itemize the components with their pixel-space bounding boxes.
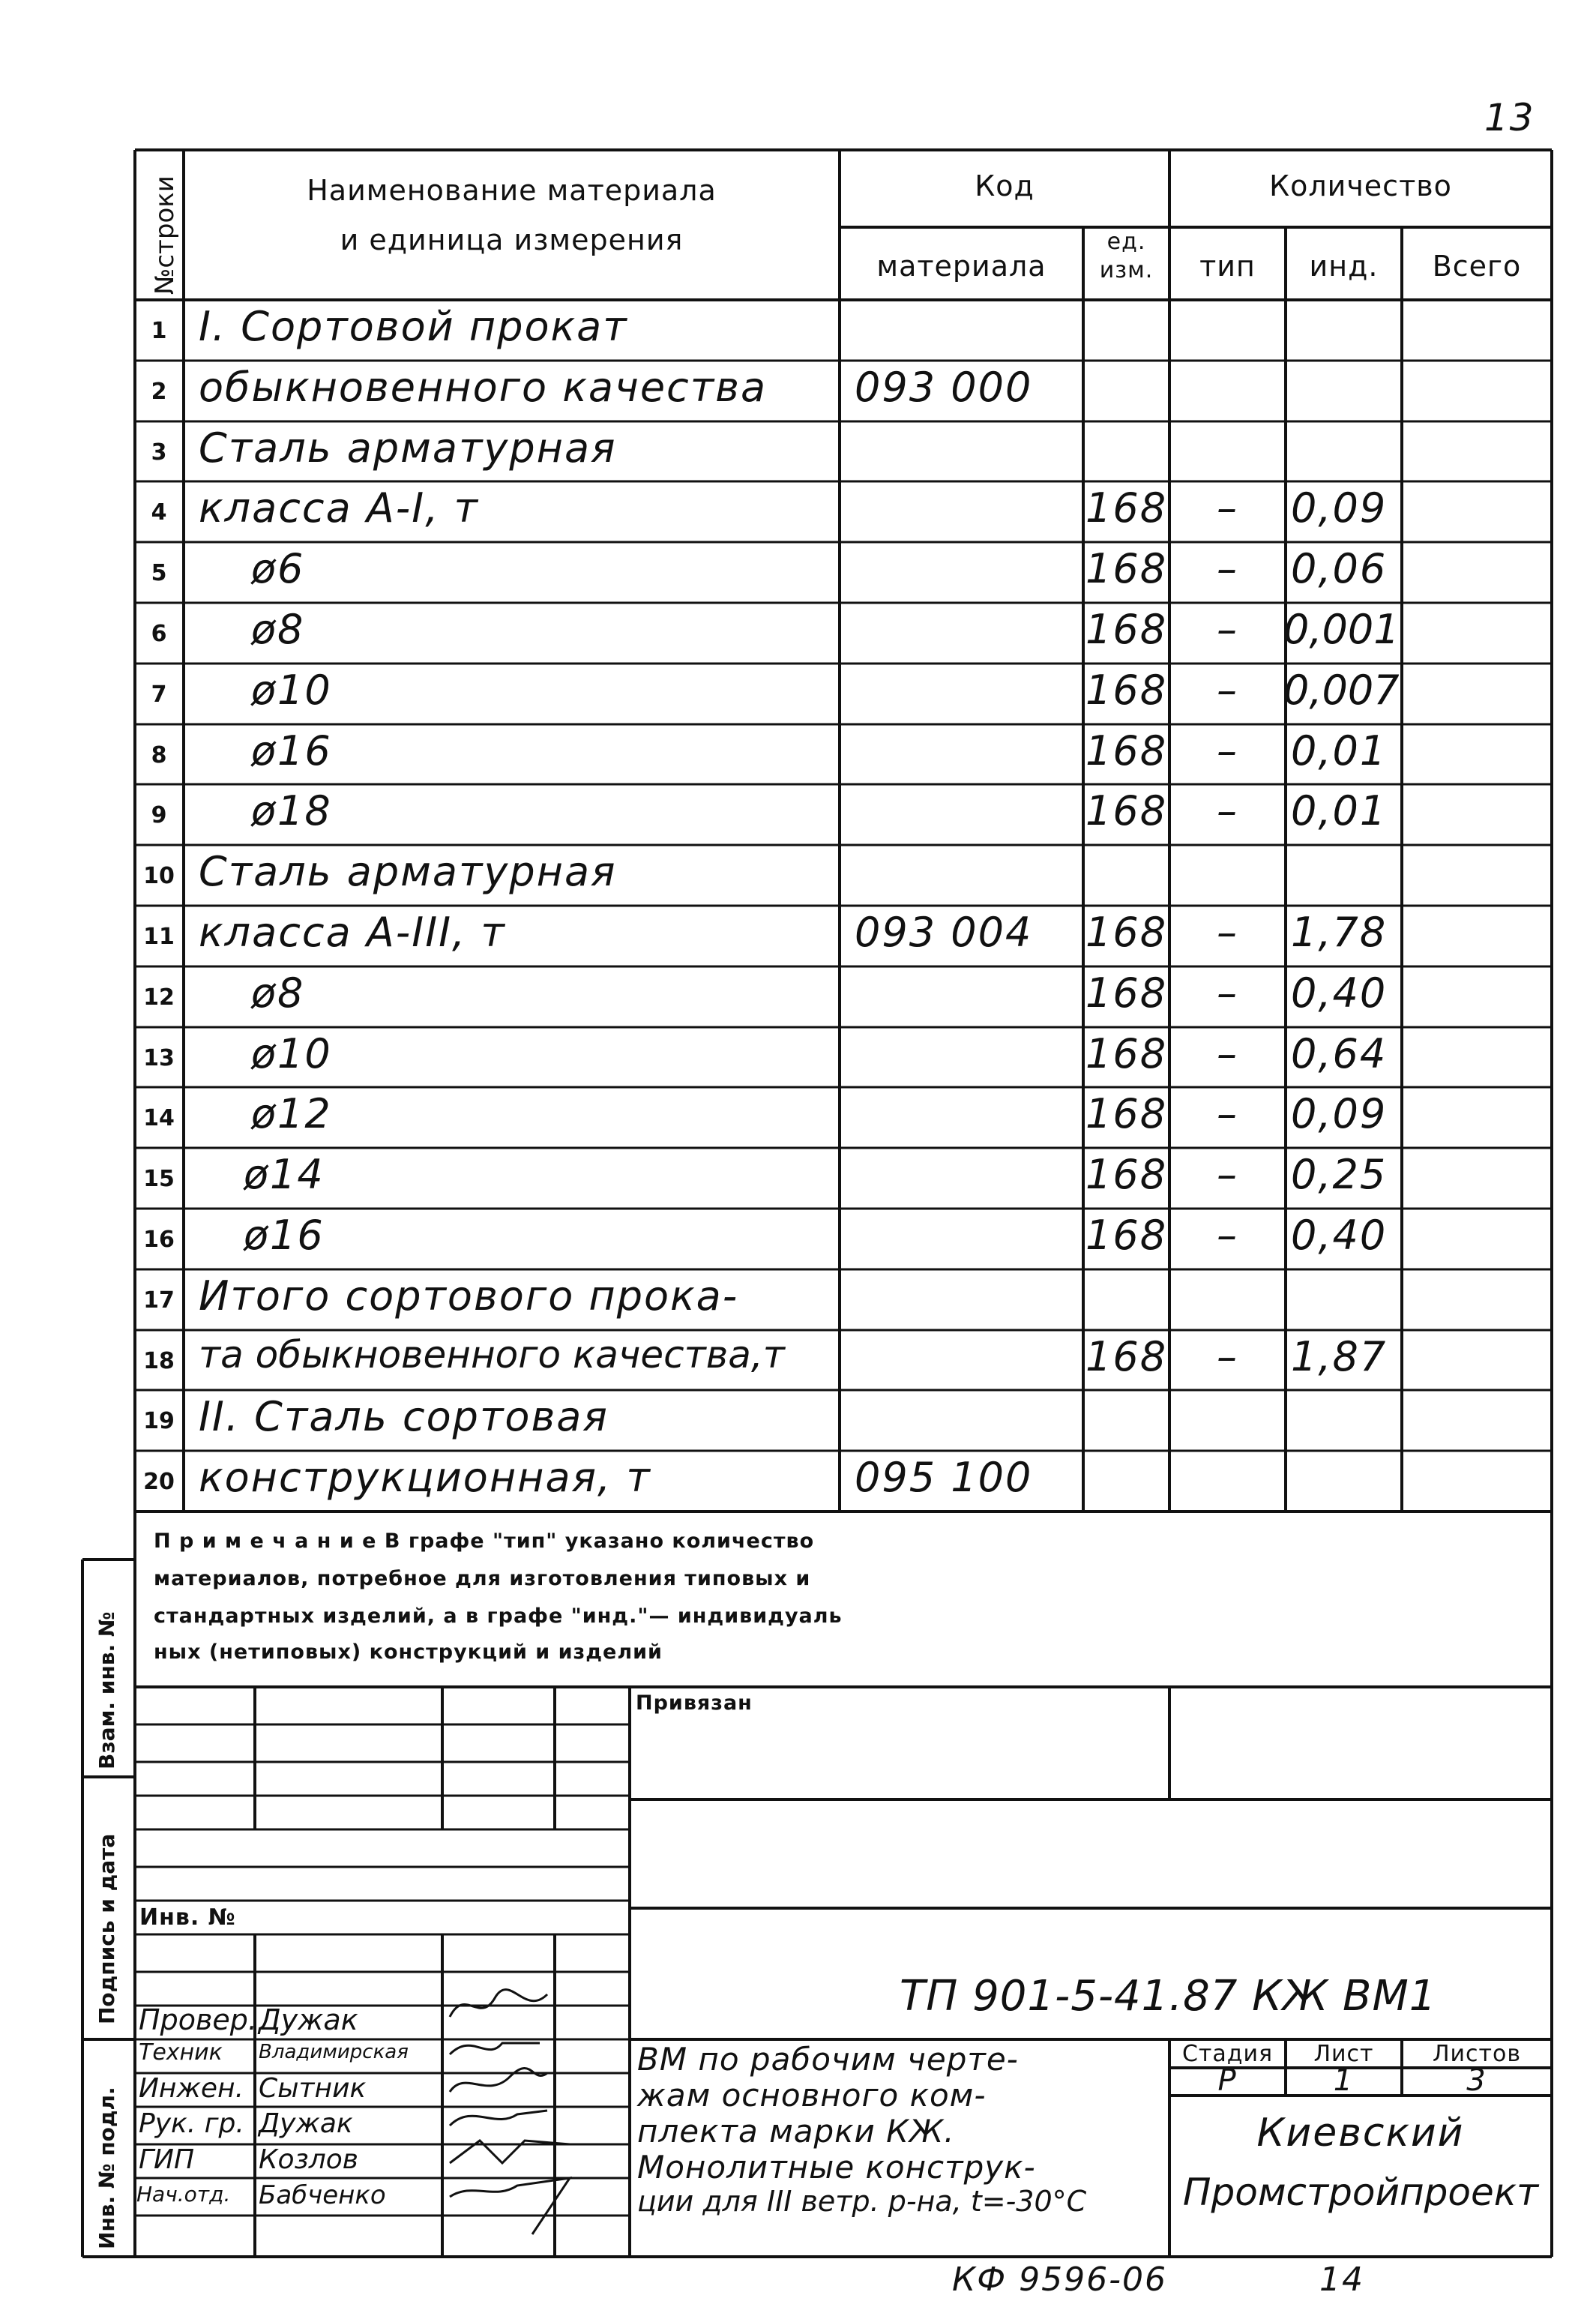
- table-row: [0, 906, 1596, 966]
- row-number: 14: [143, 1105, 175, 1131]
- signature-mark: [450, 1990, 547, 2017]
- row-name: Сталь арматурная: [199, 424, 617, 472]
- document-code: ТП 901-5-41.87 КЖ ВМ1: [900, 1972, 1437, 2021]
- header-ind: инд.: [1309, 250, 1379, 283]
- table-row: [0, 1209, 1596, 1269]
- row-type: –: [1217, 909, 1238, 956]
- row-type: –: [1217, 667, 1238, 714]
- header-unit-line2: изм.: [1099, 257, 1154, 283]
- row-type: –: [1217, 1151, 1238, 1198]
- sheet-value: 1: [1333, 2063, 1355, 2098]
- archive-code: КФ 9596-06: [952, 2261, 1167, 2299]
- table-row: [0, 784, 1596, 845]
- table-row: [0, 664, 1596, 724]
- signature-mark: [450, 2069, 547, 2092]
- row-code: 095 100: [855, 1454, 1033, 1501]
- signer-role: Провер.: [139, 2003, 257, 2036]
- row-number: 12: [143, 984, 175, 1011]
- title-line: плекта марки КЖ.: [637, 2113, 955, 2150]
- row-name: класса A-III, т: [199, 909, 506, 956]
- row-unit: 168: [1085, 1212, 1168, 1259]
- row-code: 093 000: [855, 364, 1033, 411]
- note-line: ных (нетиповых) конструкций и изделий: [154, 1640, 663, 1664]
- row-name: ø16: [244, 1212, 325, 1259]
- row-name: Итого сортового прока-: [199, 1272, 739, 1320]
- row-ind: 0,40: [1291, 969, 1388, 1017]
- row-name: ø6: [251, 545, 305, 592]
- side-label-inv-podl: Инв. № подл.: [94, 2087, 119, 2249]
- privyazan-label: Привязан: [636, 1691, 753, 1715]
- row-number: 8: [151, 742, 167, 768]
- signer-name: Козлов: [259, 2144, 358, 2175]
- row-type: –: [1217, 1090, 1238, 1137]
- row-name: ø10: [251, 667, 332, 714]
- header-row-no: №строки: [150, 175, 180, 295]
- row-ind: 0,06: [1291, 545, 1388, 592]
- row-number: 18: [143, 1348, 175, 1374]
- row-type: –: [1217, 1030, 1238, 1077]
- signer-role: Рук. гр.: [139, 2108, 244, 2139]
- row-number: 17: [143, 1287, 175, 1314]
- row-unit: 168: [1085, 1030, 1168, 1077]
- row-number: 20: [143, 1469, 175, 1495]
- row-name: конструкционная, т: [199, 1454, 651, 1501]
- row-type: –: [1217, 606, 1238, 653]
- row-unit: 168: [1085, 545, 1168, 592]
- table-row: [0, 724, 1596, 785]
- row-ind: 0,40: [1291, 1212, 1388, 1259]
- stage-label: Стадия: [1181, 2041, 1274, 2067]
- row-unit: 168: [1085, 969, 1168, 1017]
- row-ind: 0,001: [1283, 606, 1400, 653]
- side-label-vzam: Взам. инв. №: [94, 1611, 119, 1769]
- signature-mark: [450, 2043, 540, 2054]
- table-row: [0, 966, 1596, 1027]
- header-name-line1: Наименование материала: [307, 174, 717, 207]
- header-code: Код: [975, 169, 1035, 202]
- signer-name: Сытник: [259, 2073, 367, 2104]
- row-name: ø8: [251, 606, 305, 653]
- row-ind: 0,25: [1291, 1151, 1388, 1198]
- row-number: 16: [143, 1227, 175, 1253]
- row-number: 13: [143, 1045, 175, 1071]
- header-name-line2: и единица измерения: [340, 223, 684, 256]
- page-number: 13: [1484, 96, 1535, 139]
- row-unit: 168: [1085, 484, 1168, 532]
- row-number: 3: [151, 439, 167, 466]
- signature-mark: [450, 2178, 570, 2234]
- row-unit: 168: [1085, 606, 1168, 653]
- row-name: Сталь арматурная: [199, 848, 617, 895]
- row-unit: 168: [1085, 909, 1168, 956]
- row-ind: 0,09: [1291, 1090, 1388, 1137]
- row-name: ø18: [251, 787, 332, 834]
- row-type: –: [1217, 1333, 1238, 1380]
- header-unit-line1: ед.: [1106, 229, 1146, 255]
- row-number: 4: [151, 499, 167, 526]
- row-unit: 168: [1085, 727, 1168, 774]
- row-unit: 168: [1085, 787, 1168, 834]
- header-quantity: Количество: [1269, 169, 1452, 202]
- table-row: [0, 1451, 1596, 1512]
- header-material: материала: [876, 250, 1047, 283]
- table-row: [0, 1087, 1596, 1148]
- row-unit: 168: [1085, 1333, 1168, 1380]
- note-line: стандартных изделий, а в графе "инд."— индивидуаль: [154, 1604, 843, 1628]
- table-row: [0, 421, 1596, 482]
- row-name: ø8: [251, 969, 305, 1017]
- row-name: обыкновенного качества: [199, 364, 768, 411]
- row-type: –: [1217, 969, 1238, 1017]
- row-ind: 1,87: [1291, 1333, 1388, 1380]
- sheets-label: Листов: [1432, 2041, 1522, 2067]
- row-unit: 168: [1085, 1090, 1168, 1137]
- row-name: класса A-I, т: [199, 484, 479, 532]
- signer-name: Дужак: [259, 2003, 358, 2036]
- row-code: 093 004: [855, 909, 1033, 956]
- row-number: 5: [151, 560, 167, 586]
- row-type: –: [1217, 545, 1238, 592]
- signer-name: Бабченко: [259, 2180, 386, 2210]
- stage-value: Р: [1217, 2063, 1238, 2098]
- row-type: –: [1217, 1212, 1238, 1259]
- row-ind: 0,007: [1283, 667, 1400, 714]
- row-type: –: [1217, 484, 1238, 532]
- organization-line: Киевский: [1256, 2111, 1465, 2156]
- row-ind: 0,01: [1291, 787, 1388, 834]
- table-row: [0, 361, 1596, 421]
- sheets-value: 3: [1466, 2063, 1487, 2098]
- note-line: П р и м е ч а н и е В графе "тип" указано количество: [154, 1530, 815, 1553]
- row-name: I. Сортовой прокат: [199, 303, 628, 350]
- table-row: [0, 1027, 1596, 1088]
- row-number: 9: [151, 802, 167, 828]
- inv-no-label: Инв. №: [139, 1904, 236, 1931]
- row-name: II. Сталь сортовая: [199, 1393, 609, 1440]
- row-name: ø14: [244, 1151, 325, 1198]
- footer-page: 14: [1319, 2261, 1364, 2299]
- table-row: [0, 1330, 1596, 1391]
- table-row: [0, 1269, 1596, 1330]
- row-number: 6: [151, 621, 167, 647]
- signer-name: Владимирская: [259, 2041, 409, 2063]
- row-name: ø16: [251, 727, 332, 774]
- table-row: [0, 1390, 1596, 1451]
- signer-role: Инжен.: [139, 2073, 244, 2104]
- row-ind: 0,09: [1291, 484, 1388, 532]
- table-row: [0, 300, 1596, 361]
- row-unit: 168: [1085, 1151, 1168, 1198]
- title-line: ВМ по рабочим черте-: [637, 2041, 1019, 2078]
- side-label-podpis: Подпись и дата: [94, 1833, 119, 2024]
- row-number: 2: [151, 379, 167, 405]
- row-ind: 1,78: [1291, 909, 1388, 956]
- note-line: материалов, потребное для изготовления типовых и: [154, 1567, 811, 1590]
- row-number: 1: [151, 318, 167, 344]
- row-ind: 0,64: [1291, 1030, 1388, 1077]
- row-ind: 0,01: [1291, 727, 1388, 774]
- signer-name: Дужак: [259, 2108, 353, 2139]
- signer-role: ГИП: [139, 2144, 195, 2175]
- row-number: 7: [151, 682, 167, 708]
- signature-mark: [450, 2141, 570, 2163]
- sheet-label: Лист: [1313, 2041, 1374, 2067]
- table-row: [0, 481, 1596, 542]
- title-line: ции для III ветр. р-на, t=-30°C: [637, 2185, 1087, 2218]
- organization-line: Промстройпроект: [1182, 2171, 1539, 2214]
- header-type: тип: [1199, 250, 1256, 283]
- row-number: 15: [143, 1166, 175, 1192]
- signer-role: Нач.отд.: [136, 2182, 231, 2207]
- signature-mark: [450, 2111, 547, 2126]
- table-row: [0, 542, 1596, 603]
- row-number: 19: [143, 1408, 175, 1434]
- title-line: жам основного ком-: [637, 2077, 987, 2114]
- signatures: [442, 1972, 637, 2257]
- row-type: –: [1217, 727, 1238, 774]
- row-number: 11: [143, 924, 175, 950]
- row-name: ø10: [251, 1030, 332, 1077]
- row-type: –: [1217, 787, 1238, 834]
- table-row: [0, 603, 1596, 664]
- row-name: та обыкновенного качества,т: [199, 1333, 785, 1377]
- signer-role: Техник: [139, 2039, 223, 2066]
- header-total: Всего: [1432, 250, 1522, 283]
- row-number: 10: [143, 863, 175, 889]
- row-unit: 168: [1085, 667, 1168, 714]
- table-row: [0, 845, 1596, 906]
- table-row: [0, 1148, 1596, 1209]
- row-name: ø12: [251, 1090, 332, 1137]
- title-line: Монолитные конструк-: [637, 2149, 1036, 2186]
